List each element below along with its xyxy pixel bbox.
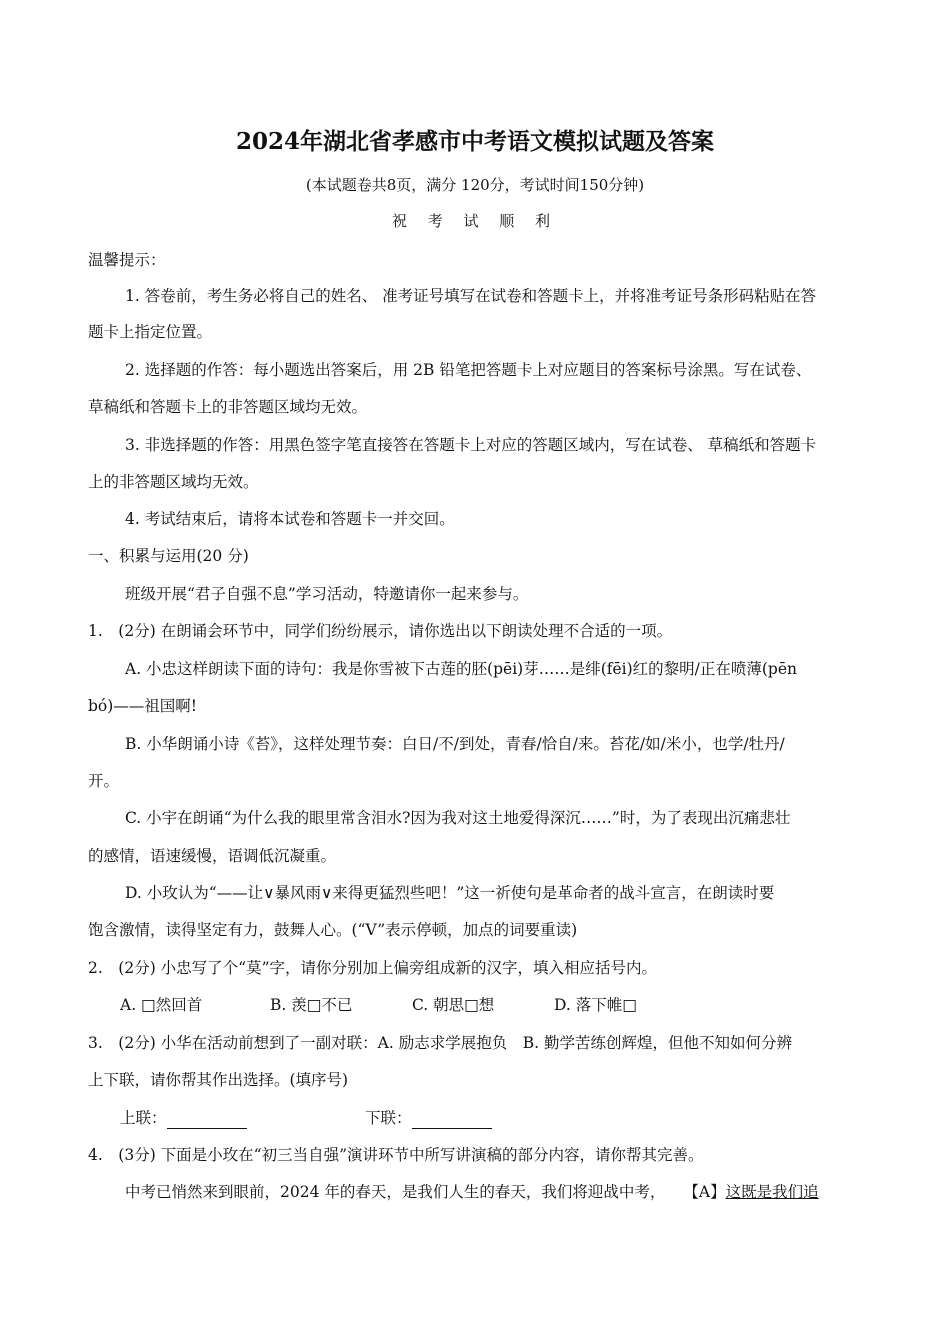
exam-info: (本试题卷共8页，满分 120分，考试时间150分钟) [305,176,645,194]
q1-option-d-line-1: D. 小玫认为“——让∨暴风雨∨来得更猛烈些吧！”这一祈使句是革命者的战斗宣言，在朗读时要 [125,884,775,902]
good-luck-line: 祝 考 试 顺 利 [391,212,559,230]
q3-stem-line-2: 上下联，请你帮其作出选择。(填序号) [88,1071,349,1089]
q1-option-c-line-2: 的感情，语速缓慢，语调低沉凝重。 [88,847,337,865]
q1-option-a-line-2: bó)——祖国啊! [88,697,198,715]
q4-passage-text: 中考已悄然来到眼前，2024 年的春天，是我们人生的春天，我们将迎战中考， [125,1183,666,1201]
q1-option-d-line-2: 饱含激情，读得坚定有力，鼓舞人心。(“V”表示停顿，加点的词要重读) [88,921,578,939]
tip-4: 4. 考试结束后，请将本试卷和答题卡一并交回。 [125,510,455,528]
q3-upper-answer [120,1107,247,1129]
lower-couplet-label: 下联： [365,1109,412,1127]
q1-option-c-line-1: C. 小宇在朗诵“为什么我的眼里常含泪水?因为我对这土地爱得深沉……”时，为了表现出沉痛悲壮 [125,809,791,827]
tips-heading: 温馨提示： [88,251,166,269]
q4-stem: 4. (3分) 下面是小玫在“初三当自强”演讲环节中所写讲演稿的部分内容，请你帮其完善。 [88,1146,704,1164]
q1-option-a-line-1: A. 小忠这样朗读下面的诗句：我是你雪被下古莲的胚(pēi)芽……是绯(fēi)红的黎明/正在喷薄(pēn [125,660,798,678]
q3-lower-answer [365,1107,492,1129]
section-1-intro: 班级开展“君子自强不息”学习活动，特邀请你一起来参与。 [125,585,529,603]
q1-option-b-line-1: B. 小华朗诵小诗《苔》，这样处理节奏：白日/不/到处，青春/恰自/来。苔花/如/米小，也学/牡丹/ [125,735,785,753]
tip-2-line-1: 2. 选择题的作答：每小题选出答案后，用 2B 铅笔把答题卡上对应题目的答案标号涂黑。写在试卷、 [125,361,812,379]
q2-option-d: D. 落下帷□ [554,996,637,1014]
lower-couplet-blank[interactable] [412,1112,492,1129]
q2-option-c: C. 朝思□想 [412,996,495,1014]
q1-stem: 1. (2分) 在朗诵会环节中，同学们纷纷展示，请你选出以下朗读处理不合适的一项。 [88,622,673,640]
q2-stem: 2. (2分) 小忠写了个“莫”字，请你分别加上偏旁组成新的汉字，填入相应括号内。 [88,959,658,977]
tip-1-line-2: 题卡上指定位置。 [88,323,213,341]
tip-3-line-2: 上的非答题区域均无效。 [88,473,259,491]
tip-1-line-1: 1. 答卷前，考生务必将自己的姓名、 准考证号填写在试卷和答题卡上，并将准考证号条形码粘贴在答 [125,287,817,305]
q4-mark-a: 【A】 [683,1183,726,1201]
tip-2-line-2: 草稿纸和答题卡上的非答题区域均无效。 [88,398,368,416]
q4-passage-line [125,1181,819,1203]
q4-underlined-text: 这既是我们追 [725,1183,819,1201]
upper-couplet-label: 上联： [120,1109,167,1127]
q3-stem-line-1: 3. (2分) 小华在活动前想到了一副对联：A. 励志求学展抱负 B. 勤学苦练创辉煌，但他不知如何分辨 [88,1034,792,1052]
q1-option-b-line-2: 开。 [88,772,120,790]
page-title: 2024年湖北省孝感市中考语文模拟试题及答案 [235,128,714,155]
q2-option-a: A. □然回首 [120,996,203,1014]
section-1-heading: 一、积累与运用(20 分) [88,547,249,565]
upper-couplet-blank[interactable] [167,1112,247,1129]
q2-option-b: B. 羡□不已 [270,996,353,1014]
tip-3-line-1: 3. 非选择题的作答：用黑色签字笔直接答在答题卡上对应的答题区域内，写在试卷、 草稿纸和答题卡 [125,436,817,454]
